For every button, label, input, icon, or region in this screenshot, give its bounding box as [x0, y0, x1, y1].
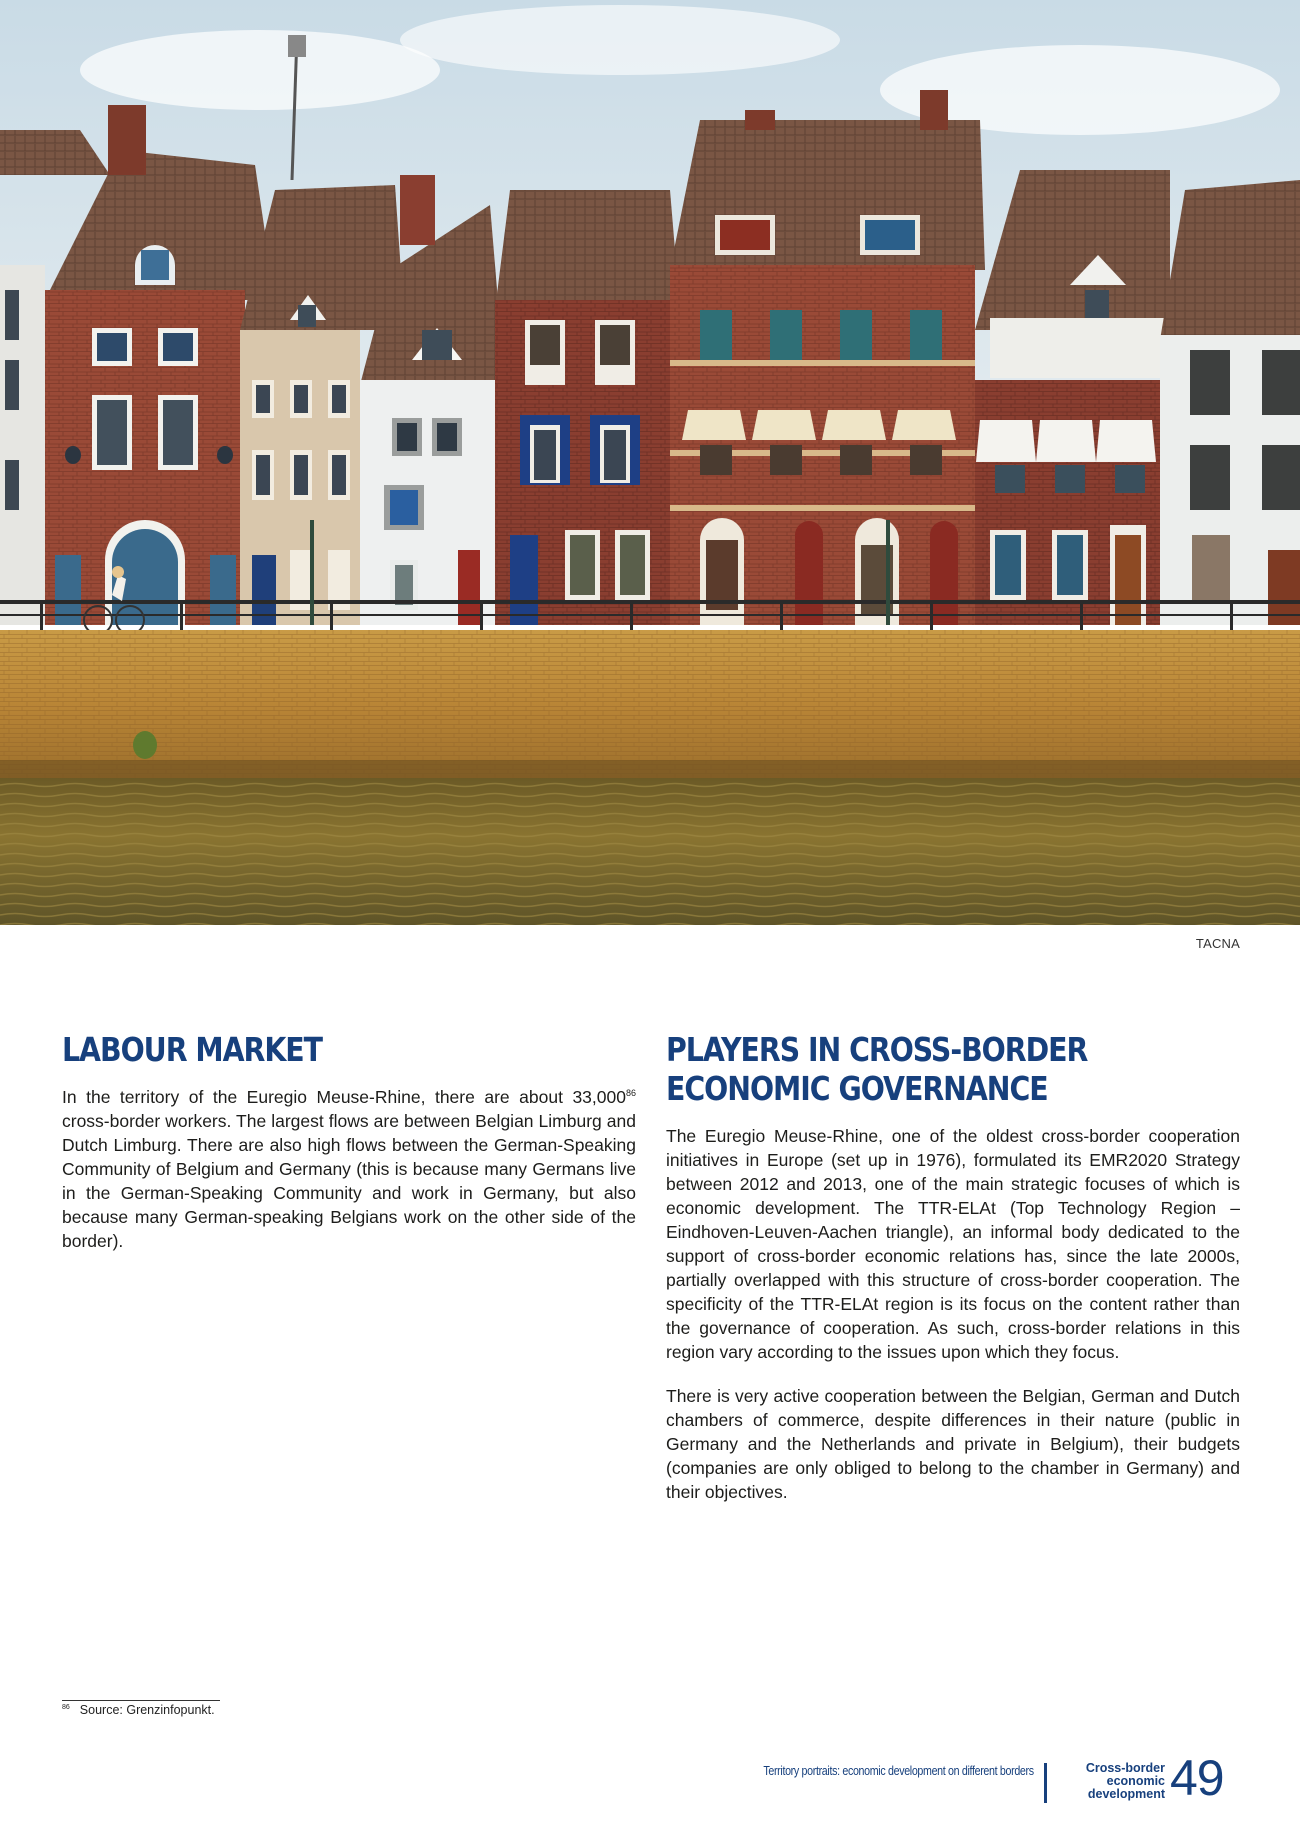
labour-market-section — [62, 1030, 636, 1273]
footnote — [62, 1703, 215, 1717]
labour-market-text-part2: cross-border workers. The largest flows are between Belgian Limburg and Dutch Limburg. There are also high flows between the German-Speaking Community of Belgium and Germany (this is because many Germans live in the German-Speaking Community and work in Germany, but also because many German-speaking Belgians work on the other side of the border). — [62, 1111, 636, 1251]
labour-market-paragraph — [62, 1085, 636, 1253]
players-paragraph-2: There is very active cooperation between the Belgian, German and Dutch chambers of commerce, despite differences in their nature (public in Germany and the Netherlands and private in Belgium), their budgets (companies are only obliged to belong to the chamber in Germany) and their objectives. — [666, 1386, 1240, 1502]
footer-divider — [1044, 1763, 1047, 1803]
page-number: 49 — [1170, 1750, 1224, 1806]
footnote-divider — [62, 1700, 220, 1701]
footnote-ref: 86 — [625, 1088, 636, 1098]
players-section — [666, 1030, 1240, 1524]
players-heading: PLAYERS IN CROSS-BORDER ECONOMIC GOVERNANCE — [666, 1030, 1088, 1108]
running-title: Territory portraits: economic development on different borders — [763, 1763, 1034, 1778]
photo-credit: TACNA — [1195, 936, 1240, 951]
footnote-text: Source: Grenzinfopunkt. — [79, 1703, 215, 1717]
players-paragraph-1: The Euregio Meuse-Rhine, one of the oldest cross-border cooperation initiatives in Europe (set up in 1976), formulated its EMR2020 Strategy between 2012 and 2013, one of the main strategic focuses of which is economic development. The TTR-ELAt (Top Technology Region – Eindhoven-Leuven-Aachen triangle), an informal body dedicated to the support of cross-border economic relations has, since the late 2000s, partially overlapped with this structure of cross-border cooperation. The specificity of the TTR-ELAt region is its focus on the content rather than the governance of cooperation. As such, cross-border relations in this region vary according to the issues upon which they focus. — [666, 1126, 1240, 1362]
labour-market-text-part1: In the territory of the Euregio Meuse-Rhine, there are about 33,000 — [62, 1087, 626, 1107]
section-label — [1055, 1762, 1165, 1801]
section-label-line-1: Cross-border — [1085, 1761, 1165, 1775]
section-label-line-3: development — [1087, 1787, 1165, 1801]
section-label-line-2: economic — [1106, 1774, 1165, 1788]
footnote-number: 86 — [62, 1704, 70, 1711]
labour-market-heading: LABOUR MARKET — [62, 1030, 322, 1069]
